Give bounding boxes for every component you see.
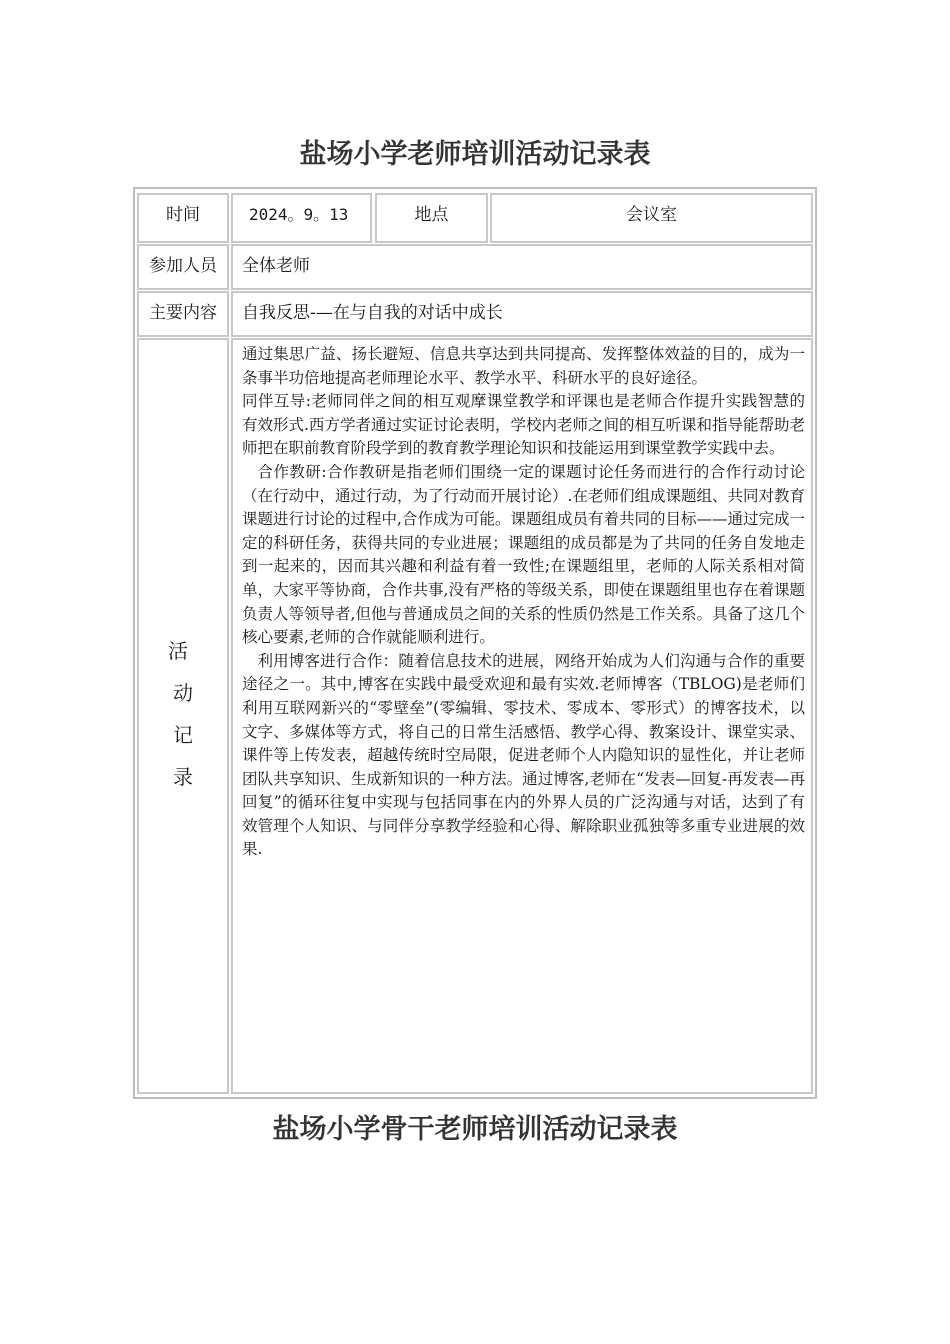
record-label — [139, 630, 227, 798]
page-title: 盐场小学老师培训活动记录表 — [299, 139, 651, 170]
participants-value: 全体老师 — [231, 244, 813, 290]
place-value: 会议室 — [490, 193, 813, 243]
content-value: 自我反思-—在与自我的对话中成长 — [231, 291, 813, 337]
record-table — [133, 187, 817, 1099]
record-label-cell — [137, 338, 229, 1094]
content-label: 主要内容 — [137, 291, 229, 337]
record-label-char: 活 — [168, 639, 188, 663]
place-label: 地点 — [375, 193, 488, 243]
record-paragraph: 利用博客进行合作：随着信息技术的进展，网络开始成为人们沟通与合作的重要途径之一。其中,博客在实践中最受欢迎和最有实效.老师博客（TBLOG)是老师们利用互联网新兴的“零壁垒”(零编辑、零技术、零成本、零形式）的博客技术，以文字、多媒体等方式，将自己的日常生活感悟、教学心得、教案设计、课堂实录、课件等上传发表，超越传统时空局限，促进老师个人内隐知识的显性化，并让老师团队共享知识、生成新知识的一种方法。通过博客,老师在“发表—回复-再发表—再回复”的循环往复中实现与包括同事在内的外界人员的广泛沟通与对话，达到了有效管理个人知识、与同伴分享教学经验和心得、解除职业孤独等多重专业进展的效果. — [242, 651, 805, 859]
record-paragraph: 通过集思广益、扬长避短、信息共享达到共同提高、发挥整体效益的目的，成为一条事半功倍地提高老师理论水平、教学水平、科研水平的良好途径。 — [242, 345, 805, 387]
secondary-title: 盐场小学骨干老师培训活动记录表 — [272, 1114, 678, 1145]
record-paragraph: 同伴互导:老师同伴之间的相互观摩课堂教学和评课也是老师合作提升实践智慧的有效形式.西方学者通过实证讨论表明，学校内老师之间的相互听课和指导能帮助老师把在职前教育阶段学到的教育教学理论知识和技能运用到课堂教学实践中去。 — [242, 392, 805, 458]
record-label-char: 记 — [173, 723, 193, 747]
time-value: 2024。9。13 — [231, 193, 372, 243]
record-content — [231, 338, 813, 1094]
time-label: 时间 — [137, 193, 229, 243]
record-label-char: 动 — [173, 681, 193, 705]
record-paragraph: 合作教研:合作教研是指老师们围绕一定的课题讨论任务而进行的合作行动讨论（在行动中，通过行动，为了行动而开展讨论）.在老师们组成课题组、共同对教育课题进行讨论的过程中,合作成为可能。课题组成员有着共同的目标——通过完成一定的科研任务，获得共同的专业进展；课题组的成员都是为了共同的任务自发地走到一起来的，因而其兴趣和利益有着一致性;在课题组里，老师的人际关系相对简单，大家平等协商，合作共事,没有严格的等级关系，即使在课题组里也存在着课题负责人等领导者,但他与普通成员之间的关系的性质仍然是工作关系。具备了这几个核心要素,老师的合作就能顺利进行。 — [242, 462, 805, 647]
participants-label: 参加人员 — [137, 244, 229, 290]
record-label-char: 录 — [173, 765, 193, 789]
